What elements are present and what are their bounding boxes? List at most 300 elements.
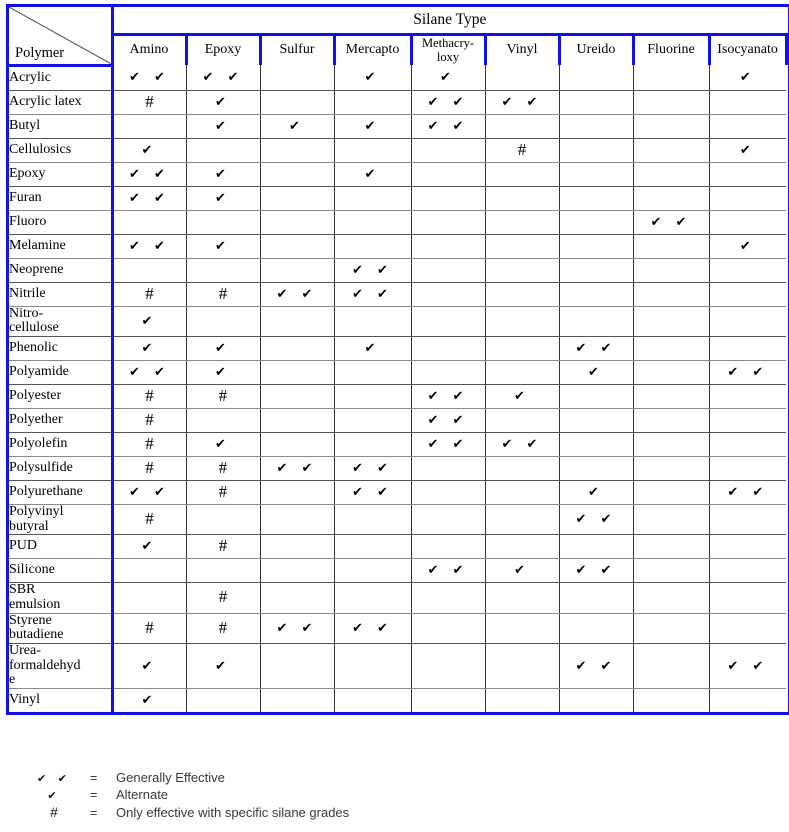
cell-0-1 (186, 65, 260, 90)
cell-14-8 (709, 408, 786, 432)
cell-14-4 (411, 408, 485, 432)
cell-4-4 (411, 162, 485, 186)
cell-12-0 (112, 360, 186, 384)
cell-23-7 (633, 644, 709, 689)
cell-12-1 (186, 360, 260, 384)
cell-13-6 (559, 384, 633, 408)
hash-mark-icon: # (145, 409, 154, 429)
cell-14-0 (112, 408, 186, 432)
cell-6-4 (411, 210, 485, 234)
cell-7-3 (334, 234, 411, 258)
cell-5-3 (334, 186, 411, 210)
check-icon: ✔ (588, 484, 604, 500)
cell-10-8 (709, 306, 786, 336)
cell-1-2 (260, 90, 334, 114)
cell-2-4 (411, 114, 485, 138)
cell-24-5 (485, 689, 559, 713)
cell-17-7 (633, 480, 709, 504)
hash-mark-icon: # (218, 385, 228, 405)
legend-item (18, 770, 349, 787)
hash-mark-icon: # (145, 509, 154, 529)
cell-24-4 (411, 689, 485, 713)
cell-7-4 (411, 234, 485, 258)
double-check-icon: ✔ ✔ (427, 118, 469, 134)
cell-14-1 (186, 408, 260, 432)
table-row (9, 306, 786, 336)
column-header-vinyl: Vinyl (485, 35, 559, 66)
double-check-icon: ✔ ✔ (501, 436, 543, 452)
table-row (9, 186, 786, 210)
hash-mark-icon: # (218, 536, 228, 556)
cell-0-2 (260, 65, 334, 90)
cell-3-7 (633, 138, 709, 162)
cell-10-6 (559, 306, 633, 336)
hash-mark-icon: # (145, 283, 154, 303)
cell-9-0 (112, 282, 186, 306)
cell-23-5 (485, 644, 559, 689)
cell-17-6 (559, 480, 633, 504)
cell-2-2 (260, 114, 334, 138)
row-label-polyamide: Polyamide (9, 360, 112, 384)
double-check-icon: ✔ ✔ (427, 412, 469, 428)
cell-22-4 (411, 613, 485, 643)
legend-equals: = (90, 771, 98, 785)
cell-4-2 (260, 162, 334, 186)
double-check-icon: ✔ ✔ (276, 286, 318, 302)
check-icon: ✔ (141, 313, 158, 329)
cell-2-7 (633, 114, 709, 138)
cell-0-6 (559, 65, 633, 90)
cell-20-2 (260, 559, 334, 583)
cell-10-3 (334, 306, 411, 336)
check-icon: ✔ (141, 539, 158, 555)
cell-16-0 (112, 456, 186, 480)
cell-21-0 (112, 583, 186, 613)
cell-21-1 (186, 583, 260, 613)
column-header-mercapto: Mercapto (334, 35, 411, 66)
cell-23-8 (709, 644, 786, 689)
cell-13-7 (633, 384, 709, 408)
legend-item (18, 804, 349, 821)
cell-5-1 (186, 186, 260, 210)
cell-15-3 (334, 432, 411, 456)
double-check-icon: ✔ ✔ (352, 484, 393, 500)
cell-24-6 (559, 689, 633, 713)
column-header-ureido: Ureido (559, 35, 633, 66)
check-icon: ✔ (514, 563, 530, 579)
cell-22-1 (186, 613, 260, 643)
cell-19-0 (112, 535, 186, 559)
check-icon: ✔ (215, 94, 231, 110)
cell-8-7 (633, 258, 709, 282)
cell-10-2 (260, 306, 334, 336)
row-label-pud: PUD (9, 535, 112, 559)
legend-equals: = (90, 806, 98, 820)
check-icon: ✔ (215, 436, 231, 452)
row-label-polyurethane: Polyurethane (9, 480, 112, 504)
hash-mark-icon: # (218, 283, 228, 303)
cell-20-0 (112, 559, 186, 583)
cell-14-7 (633, 408, 709, 432)
double-check-icon: ✔ ✔ (427, 563, 469, 579)
cell-3-2 (260, 138, 334, 162)
cell-1-5 (485, 90, 559, 114)
cell-8-3 (334, 258, 411, 282)
cell-17-2 (260, 480, 334, 504)
cell-4-3 (334, 162, 411, 186)
check-icon: ✔ (364, 69, 381, 85)
cell-9-5 (485, 282, 559, 306)
check-icon: ✔ (215, 658, 231, 674)
cell-5-7 (633, 186, 709, 210)
double-check-icon: ✔ ✔ (352, 262, 393, 278)
table-row (9, 258, 786, 282)
double-check-icon: ✔ ✔ (129, 364, 170, 380)
row-label-sbr-emulsion: SBR emulsion (9, 583, 112, 613)
cell-14-6 (559, 408, 633, 432)
cell-19-5 (485, 535, 559, 559)
double-check-icon: ✔ ✔ (501, 94, 543, 110)
cell-24-7 (633, 689, 709, 713)
cell-13-0 (112, 384, 186, 408)
double-check-icon: ✔ ✔ (427, 436, 469, 452)
cell-24-2 (260, 689, 334, 713)
cell-12-3 (334, 360, 411, 384)
cell-15-8 (709, 432, 786, 456)
cell-17-3 (334, 480, 411, 504)
cell-18-7 (633, 504, 709, 534)
cell-7-6 (559, 234, 633, 258)
check-icon: ✔ (440, 69, 456, 85)
cell-9-1 (186, 282, 260, 306)
cell-11-2 (260, 336, 334, 360)
cell-6-5 (485, 210, 559, 234)
cell-19-8 (709, 535, 786, 559)
column-header-amino: Amino (112, 35, 186, 66)
cell-8-2 (260, 258, 334, 282)
legend-double-check-icon: ✔ ✔ (37, 772, 71, 785)
cell-18-5 (485, 504, 559, 534)
cell-19-6 (559, 535, 633, 559)
cell-20-3 (334, 559, 411, 583)
cell-3-3 (334, 138, 411, 162)
cell-22-0 (112, 613, 186, 643)
cell-3-4 (411, 138, 485, 162)
table-row (9, 210, 786, 234)
table-row (9, 282, 786, 306)
double-check-icon: ✔ ✔ (352, 460, 393, 476)
cell-15-6 (559, 432, 633, 456)
cell-0-5 (485, 65, 559, 90)
check-icon: ✔ (588, 364, 604, 380)
cell-22-3 (334, 613, 411, 643)
cell-0-3 (334, 65, 411, 90)
cell-24-0 (112, 689, 186, 713)
cell-10-7 (633, 306, 709, 336)
cell-18-6 (559, 504, 633, 534)
cell-20-7 (633, 559, 709, 583)
legend-description: Alternate (116, 787, 169, 802)
row-label-polyester: Polyester (9, 384, 112, 408)
cell-21-3 (334, 583, 411, 613)
row-label-polysulfide: Polysulfide (9, 456, 112, 480)
cell-9-3 (334, 282, 411, 306)
hash-mark-icon: # (145, 385, 154, 405)
column-header-isocyanato: Isocyanato (709, 35, 786, 66)
check-icon: ✔ (364, 340, 381, 356)
cell-21-2 (260, 583, 334, 613)
cell-16-2 (260, 456, 334, 480)
legend-description: Only effective with specific silane grades (116, 805, 350, 820)
cell-2-5 (485, 114, 559, 138)
cell-22-7 (633, 613, 709, 643)
cell-11-8 (709, 336, 786, 360)
double-check-icon: ✔ ✔ (276, 620, 318, 636)
cell-14-2 (260, 408, 334, 432)
legend-description: Generally Effective (116, 770, 225, 785)
cell-1-4 (411, 90, 485, 114)
cell-19-2 (260, 535, 334, 559)
double-check-icon: ✔ ✔ (575, 658, 617, 674)
check-icon: ✔ (739, 238, 756, 254)
table-row (9, 234, 786, 258)
cell-4-6 (559, 162, 633, 186)
cell-3-0 (112, 138, 186, 162)
cell-11-7 (633, 336, 709, 360)
cell-7-2 (260, 234, 334, 258)
double-check-icon: ✔ ✔ (352, 286, 393, 302)
hash-mark-icon: # (517, 139, 527, 159)
hash-mark-icon: # (145, 457, 154, 477)
cell-14-3 (334, 408, 411, 432)
cell-17-0 (112, 480, 186, 504)
hash-mark-icon: # (145, 91, 154, 111)
cell-11-5 (485, 336, 559, 360)
table-row (9, 535, 786, 559)
cell-15-5 (485, 432, 559, 456)
cell-12-6 (559, 360, 633, 384)
silane-polymer-table (6, 4, 789, 715)
row-label-furan: Furan (9, 186, 112, 210)
cell-3-6 (559, 138, 633, 162)
row-label-silicone: Silicone (9, 559, 112, 583)
cell-6-8 (709, 210, 786, 234)
cell-13-4 (411, 384, 485, 408)
header-row-super (9, 7, 786, 35)
cell-16-4 (411, 456, 485, 480)
hash-mark-icon: # (218, 587, 228, 607)
cell-11-4 (411, 336, 485, 360)
row-label-butyl: Butyl (9, 114, 112, 138)
column-header-fluorine: Fluorine (633, 35, 709, 66)
cell-5-2 (260, 186, 334, 210)
column-header-line2: loxy (436, 49, 460, 64)
cell-1-1 (186, 90, 260, 114)
cell-24-1 (186, 689, 260, 713)
check-icon: ✔ (215, 340, 231, 356)
cell-9-4 (411, 282, 485, 306)
check-icon: ✔ (215, 364, 231, 380)
cell-23-2 (260, 644, 334, 689)
cell-20-4 (411, 559, 485, 583)
row-label-cellulosics: Cellulosics (9, 138, 112, 162)
legend-hash-icon: # (50, 804, 58, 820)
cell-18-2 (260, 504, 334, 534)
double-check-icon: ✔ ✔ (129, 484, 170, 500)
cell-21-4 (411, 583, 485, 613)
cell-6-0 (112, 210, 186, 234)
cell-22-2 (260, 613, 334, 643)
cell-21-8 (709, 583, 786, 613)
cell-18-4 (411, 504, 485, 534)
cell-17-8 (709, 480, 786, 504)
cell-11-6 (559, 336, 633, 360)
check-icon: ✔ (141, 340, 158, 356)
row-label-melamine: Melamine (9, 234, 112, 258)
double-check-icon: ✔ ✔ (427, 94, 469, 110)
corner-label: Polymer (15, 45, 65, 61)
table-body (9, 65, 786, 712)
cell-5-4 (411, 186, 485, 210)
check-icon: ✔ (739, 69, 756, 85)
cell-6-1 (186, 210, 260, 234)
check-icon: ✔ (364, 118, 381, 134)
cell-24-8 (709, 689, 786, 713)
cell-1-8 (709, 90, 786, 114)
cell-13-8 (709, 384, 786, 408)
cell-13-5 (485, 384, 559, 408)
cell-18-3 (334, 504, 411, 534)
cell-19-1 (186, 535, 260, 559)
check-icon: ✔ (141, 693, 158, 709)
cell-9-6 (559, 282, 633, 306)
cell-2-3 (334, 114, 411, 138)
cell-16-7 (633, 456, 709, 480)
cell-23-0 (112, 644, 186, 689)
double-check-icon: ✔ ✔ (727, 484, 769, 500)
cell-16-1 (186, 456, 260, 480)
cell-16-3 (334, 456, 411, 480)
cell-16-5 (485, 456, 559, 480)
column-header-methacryloxy (411, 35, 485, 66)
cell-23-6 (559, 644, 633, 689)
table-row (9, 90, 786, 114)
cell-5-6 (559, 186, 633, 210)
cell-4-0 (112, 162, 186, 186)
cell-15-4 (411, 432, 485, 456)
table-row (9, 114, 786, 138)
cell-5-5 (485, 186, 559, 210)
cell-10-4 (411, 306, 485, 336)
double-check-icon: ✔ ✔ (575, 512, 617, 528)
table-row (9, 613, 786, 643)
table-row (9, 408, 786, 432)
cell-0-8 (709, 65, 786, 90)
table-row (9, 689, 786, 713)
row-label-styrene-butadiene: Styrene butadiene (9, 613, 112, 643)
cell-12-4 (411, 360, 485, 384)
check-icon: ✔ (215, 190, 231, 206)
cell-0-7 (633, 65, 709, 90)
cell-8-6 (559, 258, 633, 282)
cell-20-1 (186, 559, 260, 583)
cell-18-1 (186, 504, 260, 534)
cell-12-2 (260, 360, 334, 384)
table-row (9, 138, 786, 162)
cell-21-5 (485, 583, 559, 613)
cell-12-7 (633, 360, 709, 384)
row-label-acrylic-latex: Acrylic latex (9, 90, 112, 114)
double-check-icon: ✔ ✔ (129, 166, 170, 182)
double-check-icon: ✔ ✔ (727, 364, 769, 380)
cell-2-6 (559, 114, 633, 138)
cell-20-5 (485, 559, 559, 583)
cell-8-8 (709, 258, 786, 282)
row-label-vinyl: Vinyl (9, 689, 112, 713)
cell-15-2 (260, 432, 334, 456)
cell-15-7 (633, 432, 709, 456)
row-label-phenolic: Phenolic (9, 336, 112, 360)
cell-17-5 (485, 480, 559, 504)
check-icon: ✔ (141, 142, 158, 158)
cell-22-6 (559, 613, 633, 643)
row-label-polyvinyl-butyral: Polyvinyl butyral (9, 504, 112, 534)
table-row (9, 360, 786, 384)
double-check-icon: ✔ ✔ (202, 69, 244, 85)
check-icon: ✔ (289, 118, 305, 134)
cell-9-7 (633, 282, 709, 306)
cell-4-5 (485, 162, 559, 186)
double-check-icon: ✔ ✔ (276, 460, 318, 476)
table-row (9, 336, 786, 360)
cell-4-7 (633, 162, 709, 186)
cell-3-5 (485, 138, 559, 162)
compatibility-table (9, 7, 788, 712)
cell-8-5 (485, 258, 559, 282)
header-row-columns (9, 35, 786, 66)
row-label-nitrile: Nitrile (9, 282, 112, 306)
double-check-icon: ✔ ✔ (427, 388, 469, 404)
hash-mark-icon: # (145, 617, 154, 637)
cell-19-7 (633, 535, 709, 559)
cell-17-4 (411, 480, 485, 504)
row-label-urea--formaldehyd-e: Urea- formaldehyd e (9, 644, 112, 689)
row-label-polyolefin: Polyolefin (9, 432, 112, 456)
legend (18, 770, 349, 821)
cell-8-1 (186, 258, 260, 282)
double-check-icon: ✔ ✔ (129, 69, 170, 85)
cell-19-3 (334, 535, 411, 559)
cell-18-8 (709, 504, 786, 534)
cell-17-1 (186, 480, 260, 504)
cell-24-3 (334, 689, 411, 713)
row-label-nitro--cellulose: Nitro- cellulose (9, 306, 112, 336)
cell-2-1 (186, 114, 260, 138)
cell-6-7 (633, 210, 709, 234)
double-check-icon: ✔ ✔ (650, 214, 692, 230)
check-icon: ✔ (215, 238, 231, 254)
table-row (9, 162, 786, 186)
table-row (9, 65, 786, 90)
table-row (9, 480, 786, 504)
cell-8-4 (411, 258, 485, 282)
super-header-silane-type: Silane Type (112, 7, 786, 35)
cell-2-8 (709, 114, 786, 138)
cell-14-5 (485, 408, 559, 432)
cell-23-4 (411, 644, 485, 689)
double-check-icon: ✔ ✔ (575, 563, 617, 579)
legend-item (18, 787, 349, 804)
